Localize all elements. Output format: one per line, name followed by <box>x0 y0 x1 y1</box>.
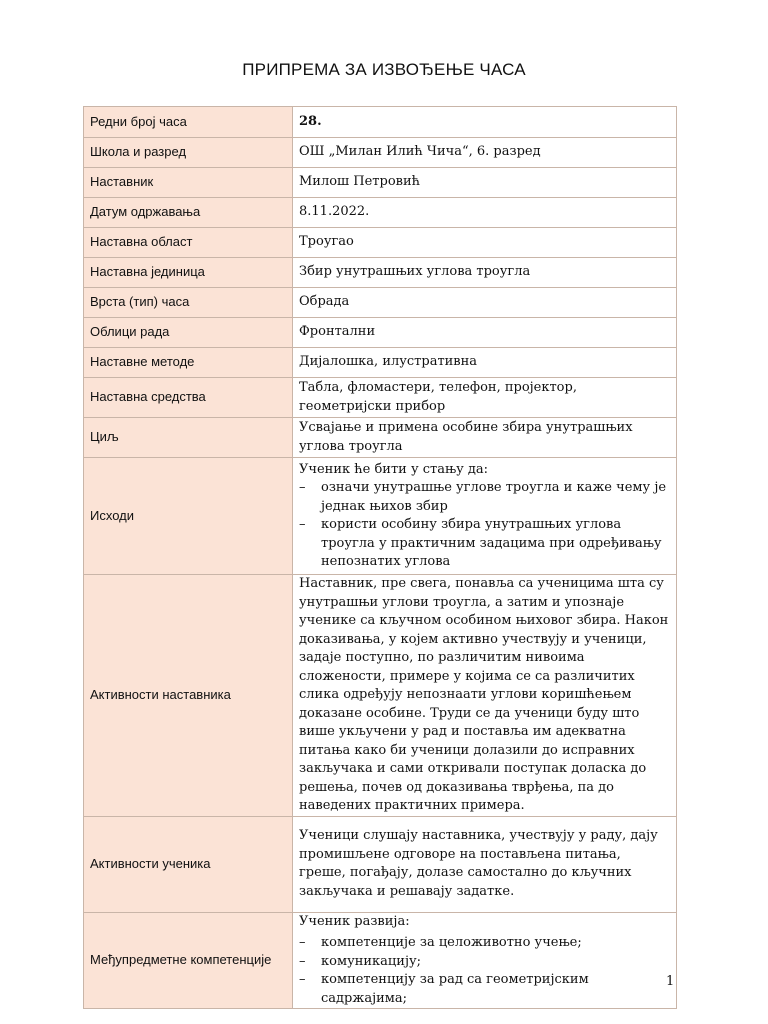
row-value: Усвајање и примена особине збира унутрашњих углова троугла <box>293 418 677 458</box>
row-value: Табла, фломастери, телефон, пројектор, геометријски прибор <box>293 378 677 418</box>
table-row <box>84 348 677 378</box>
row-label: Циљ <box>84 418 293 458</box>
list-item <box>299 516 670 572</box>
list-item <box>299 971 670 1008</box>
table-row-competences <box>84 912 677 1009</box>
table-row <box>84 168 677 198</box>
table-row-outcomes <box>84 458 677 575</box>
dash-bullet: – <box>299 953 306 969</box>
row-value: 8.11.2022. <box>293 198 677 228</box>
outcomes-list <box>299 479 670 572</box>
outcomes-cell <box>293 458 677 575</box>
page-number: 1 <box>666 974 675 989</box>
row-label: Наставник <box>84 168 293 198</box>
row-label: Наставна област <box>84 228 293 258</box>
row-value: Обрада <box>293 288 677 318</box>
outcomes-intro: Ученик ће бити у стању да: <box>299 461 489 477</box>
list-item-text: означи унутрашње углове троугла и каже чему је једнак њихов збир <box>321 480 667 514</box>
dash-bullet: – <box>299 480 306 495</box>
row-label: Активности ученика <box>84 816 293 912</box>
student-activities-text: Ученици слушају наставника, учествују у раду, дају промишљене одговоре на постављена питања, греше, погађају, долазе самостално до кључних закључака и решавају задатке. <box>293 816 677 912</box>
competences-intro: Ученик развија: <box>299 913 410 929</box>
row-label: Датум одржавања <box>84 198 293 228</box>
row-label: Редни број часа <box>84 107 293 138</box>
list-item-text: комуникацију; <box>321 953 422 969</box>
table-row <box>84 107 677 138</box>
row-label: Врста (тип) часа <box>84 288 293 318</box>
list-item <box>299 953 670 972</box>
list-item <box>299 479 670 516</box>
teacher-activities-text: Наставник, пре свега, понавља са ученицима шта су унутрашњи углови троугла, а затим и упознаје ученике са кључном особином њиховог збира. Након доказивања, у којем активно учествују и ученици, задаје поступно, по различитим нивоима сложености, примере у којима се са различитих слика одређују непознаати углови коришћењем доказане особине. Труди се да ученици буду што више укључени у рад и поставља им адекватна питања како би ученици долазили до исправних закључака и сами откривали поступак доласка до решења, почев од доказивања тврђења, па до наведених практичних примера. <box>293 575 677 817</box>
list-item-text: компетенције за целоживотно учење; <box>321 935 582 950</box>
row-label: Међупредметне компетенције <box>84 912 293 1009</box>
list-item <box>299 934 670 953</box>
row-value: ОШ „Милан Илић Чича“, 6. разред <box>293 138 677 168</box>
row-label: Облици рада <box>84 318 293 348</box>
row-label: Активности наставника <box>84 575 293 817</box>
table-row <box>84 378 677 418</box>
row-value: 28. <box>293 107 677 138</box>
row-label: Наставне методе <box>84 348 293 378</box>
dash-bullet: – <box>299 972 306 987</box>
dash-bullet: – <box>299 517 306 532</box>
table-row <box>84 228 677 258</box>
row-label: Исходи <box>84 458 293 575</box>
row-value: Троугао <box>293 228 677 258</box>
list-item-text: компетенцију за рад са геометријским садржајима; <box>321 972 589 1006</box>
row-value: Фронтални <box>293 318 677 348</box>
competences-list <box>299 934 670 1008</box>
row-label: Наставна средства <box>84 378 293 418</box>
row-value: Дијалошка, илустративна <box>293 348 677 378</box>
table-row <box>84 288 677 318</box>
page-title: ПРИПРЕМА ЗА ИЗВОЂЕЊЕ ЧАСА <box>242 60 526 79</box>
table-row <box>84 258 677 288</box>
list-item-text: користи особину збира унутрашњих углова троугла у практичним задацима при одређивању непознатих углова <box>321 517 662 569</box>
table-row <box>84 318 677 348</box>
row-label: Наставна јединица <box>84 258 293 288</box>
row-value: Збир унутрашњих углова троугла <box>293 258 677 288</box>
competences-cell <box>293 912 677 1009</box>
table-row <box>84 138 677 168</box>
table-row-teacher-activities <box>84 575 677 817</box>
dash-bullet: – <box>299 935 306 950</box>
row-value: Милош Петровић <box>293 168 677 198</box>
table-row <box>84 418 677 458</box>
row-label: Школа и разред <box>84 138 293 168</box>
table-row-student-activities <box>84 816 677 912</box>
table-row <box>84 198 677 228</box>
lesson-plan-table <box>83 106 677 1009</box>
